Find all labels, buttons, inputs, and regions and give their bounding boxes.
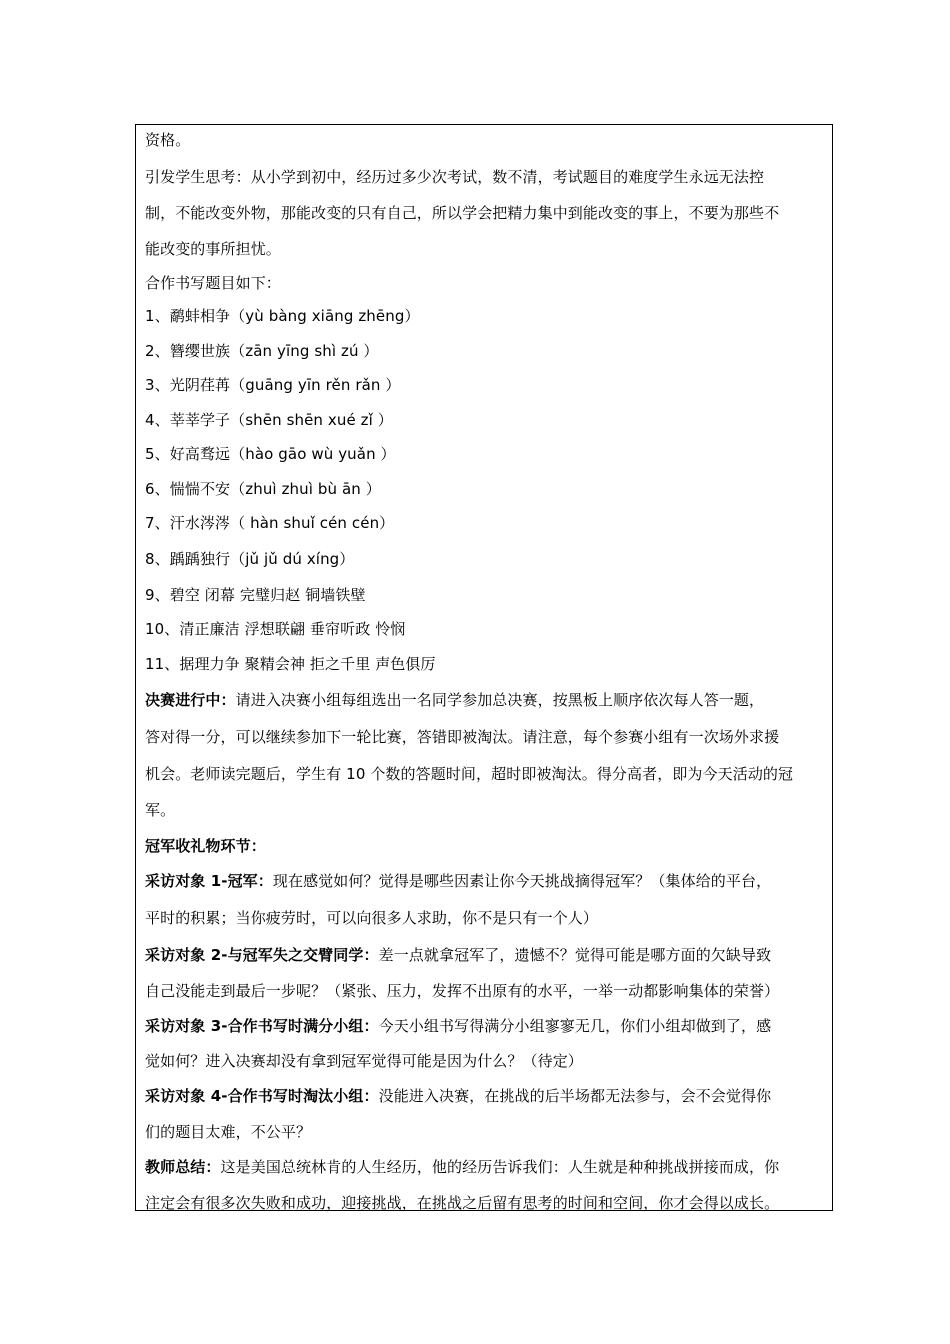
text-line: 机会。老师读完题后，学生有 10 个数的答题时间，超时即被淘汰。得分高者，即为今天活动的冠 — [145, 764, 794, 783]
idiom-item: 7、汗水涔涔（ hàn shuǐ cén cén） — [145, 514, 395, 532]
text-line — [145, 682, 824, 719]
text-line: 制，不能改变外物，那能改变的只有自己，所以学会把精力集中到能改变的事上，不要为那些不 — [145, 204, 780, 222]
lesson-content — [145, 125, 824, 1220]
idiom-item: 5、好高骛远（hào gāo wù yuǎn ） — [145, 445, 396, 463]
idiom-item: 8、踽踽独行（jǔ jǔ dú xíng） — [145, 549, 355, 568]
text-line: 觉如何？进入决赛却没有拿到冠军觉得可能是因为什么？（待定） — [145, 1052, 583, 1071]
text-run: 差一点就拿冠军了，遗憾不？觉得可能是哪方面的欠缺导致 — [378, 945, 772, 964]
text-line: 资格。 — [145, 131, 191, 149]
text-line: 引发学生思考：从小学到初中，经历过多少次考试，数不清，考试题目的难度学生永远无法控 — [145, 168, 765, 186]
text-line — [145, 863, 824, 900]
text-line — [145, 1008, 824, 1045]
idiom-item: 3、光阴荏苒（guāng yīn rěn rǎn ） — [145, 376, 401, 394]
interview-label-4: 采访对象 4-合作书写时淘汰小组： — [145, 1087, 379, 1106]
idiom-item: 11、据理力争 聚精会神 拒之千里 声色俱厉 — [145, 654, 436, 673]
interview-label-3: 采访对象 3-合作书写时满分小组： — [145, 1016, 379, 1035]
lesson-plan-frame — [135, 124, 833, 1211]
section-heading-prize: 冠军收礼物环节： — [145, 837, 266, 856]
text-run: 请进入决赛小组每组选出一名同学参加总决赛，按黑板上顺序依次每人答一题， — [235, 691, 765, 709]
idiom-item: 10、清正廉洁 浮想联翩 垂帘听政 怜悯 — [145, 620, 406, 638]
text-line — [145, 937, 824, 974]
text-line: 自己没能走到最后一步呢？（紧张、压力，发挥不出原有的水平，一举一动都影响集体的荣誉） — [145, 981, 780, 1000]
teacher-summary-label: 教师总结： — [145, 1158, 221, 1177]
idiom-item: 4、莘莘学子（shēn shēn xué zǐ ） — [145, 410, 393, 429]
interview-label-2: 采访对象 2-与冠军失之交臂同学： — [145, 945, 379, 964]
text-line — [145, 1149, 824, 1186]
interview-label-1: 采访对象 1-冠军： — [145, 872, 273, 891]
text-line: 能改变的事所担忧。 — [145, 240, 281, 258]
idiom-item: 1、鹬蚌相争（yù bàng xiāng zhēng） — [145, 307, 420, 325]
text-run: 现在感觉如何？觉得是哪些因素让你今天挑战摘得冠军？（集体给的平台， — [272, 872, 772, 891]
text-run: 没能进入决赛，在挑战的后半场都无法参与，会不会觉得你 — [378, 1087, 772, 1106]
idiom-item: 6、惴惴不安（zhuì zhuì bù ān ） — [145, 479, 381, 498]
text-line: 注定会有很多次失败和成功，迎接挑战，在挑战之后留有思考的时间和空间，你才会得以成长。 — [145, 1193, 780, 1212]
section-heading-final: 决赛进行中： — [145, 691, 236, 709]
idiom-item: 9、碧空 闭幕 完璧归赵 铜墙铁壁 — [145, 585, 366, 604]
idiom-item: 2、簪缨世族（zān yīng shì zú ） — [145, 341, 379, 360]
text-line — [145, 1078, 824, 1115]
text-line: 答对得一分，可以继续参加下一轮比赛，答错即被淘汰。请注意，每个参赛小组有一次场外求援 — [145, 727, 780, 746]
text-line: 合作书写题目如下： — [145, 274, 281, 292]
text-line: 军。 — [145, 801, 176, 820]
text-run: 这是美国总统林肯的人生经历，他的经历告诉我们：人生就是种种挑战拼接而成，你 — [220, 1158, 780, 1177]
text-line: 平时的积累；当你疲劳时，可以向很多人求助，你不是只有一个人） — [145, 908, 599, 927]
text-run: 今天小组书写得满分小组寥寥无几，你们小组却做到了，感 — [378, 1016, 772, 1035]
text-line: 们的题目太难，不公平？ — [145, 1123, 312, 1142]
